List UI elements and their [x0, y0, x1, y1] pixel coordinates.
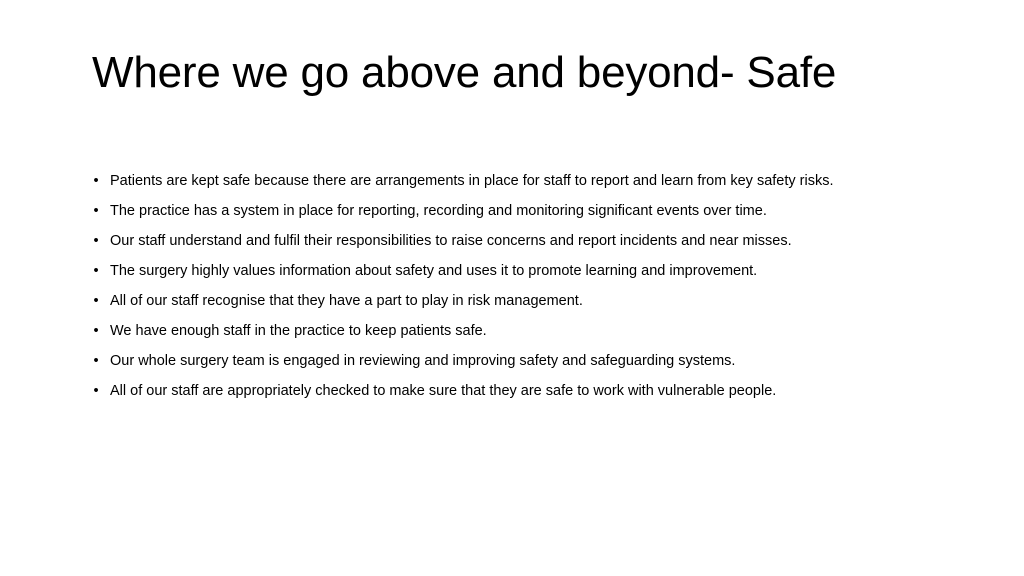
bullet-item-6 — [90, 318, 990, 348]
bullet-dot-icon: • — [93, 203, 99, 219]
bullet-dot-icon: • — [93, 293, 99, 309]
bullet-dot-icon: • — [93, 323, 99, 339]
bullet-dot-icon: • — [93, 353, 99, 369]
bullet-item-5 — [90, 288, 990, 318]
bullet-text: The practice has a system in place for reporting, recording and monitoring significant events over time. — [110, 203, 767, 219]
bullet-dot-icon: • — [93, 263, 99, 279]
slide-title: Where we go above and beyond- Safe — [92, 48, 837, 97]
bullet-list — [90, 168, 990, 408]
bullet-text: All of our staff are appropriately checked to make sure that they are safe to work with vulnerable people. — [110, 383, 777, 399]
bullet-dot-icon: • — [93, 173, 99, 189]
bullet-text: All of our staff recognise that they have a part to play in risk management. — [110, 293, 583, 309]
bullet-dot-icon: • — [93, 383, 99, 399]
bullet-item-1 — [90, 168, 990, 198]
bullet-text: We have enough staff in the practice to keep patients safe. — [110, 323, 487, 339]
bullet-item-2 — [90, 198, 990, 228]
bullet-text: Our whole surgery team is engaged in reviewing and improving safety and safeguarding systems. — [110, 353, 736, 369]
bullet-dot-icon: • — [93, 233, 99, 249]
bullet-item-4 — [90, 258, 990, 288]
bullet-text: Our staff understand and fulfil their responsibilities to raise concerns and report incidents and near misses. — [110, 233, 792, 249]
bullet-item-8 — [90, 378, 990, 408]
bullet-text: Patients are kept safe because there are arrangements in place for staff to report and learn from key safety risks. — [110, 173, 834, 189]
bullet-item-3 — [90, 228, 990, 258]
bullet-item-7 — [90, 348, 990, 378]
bullet-text: The surgery highly values information about safety and uses it to promote learning and improvement. — [110, 263, 758, 279]
